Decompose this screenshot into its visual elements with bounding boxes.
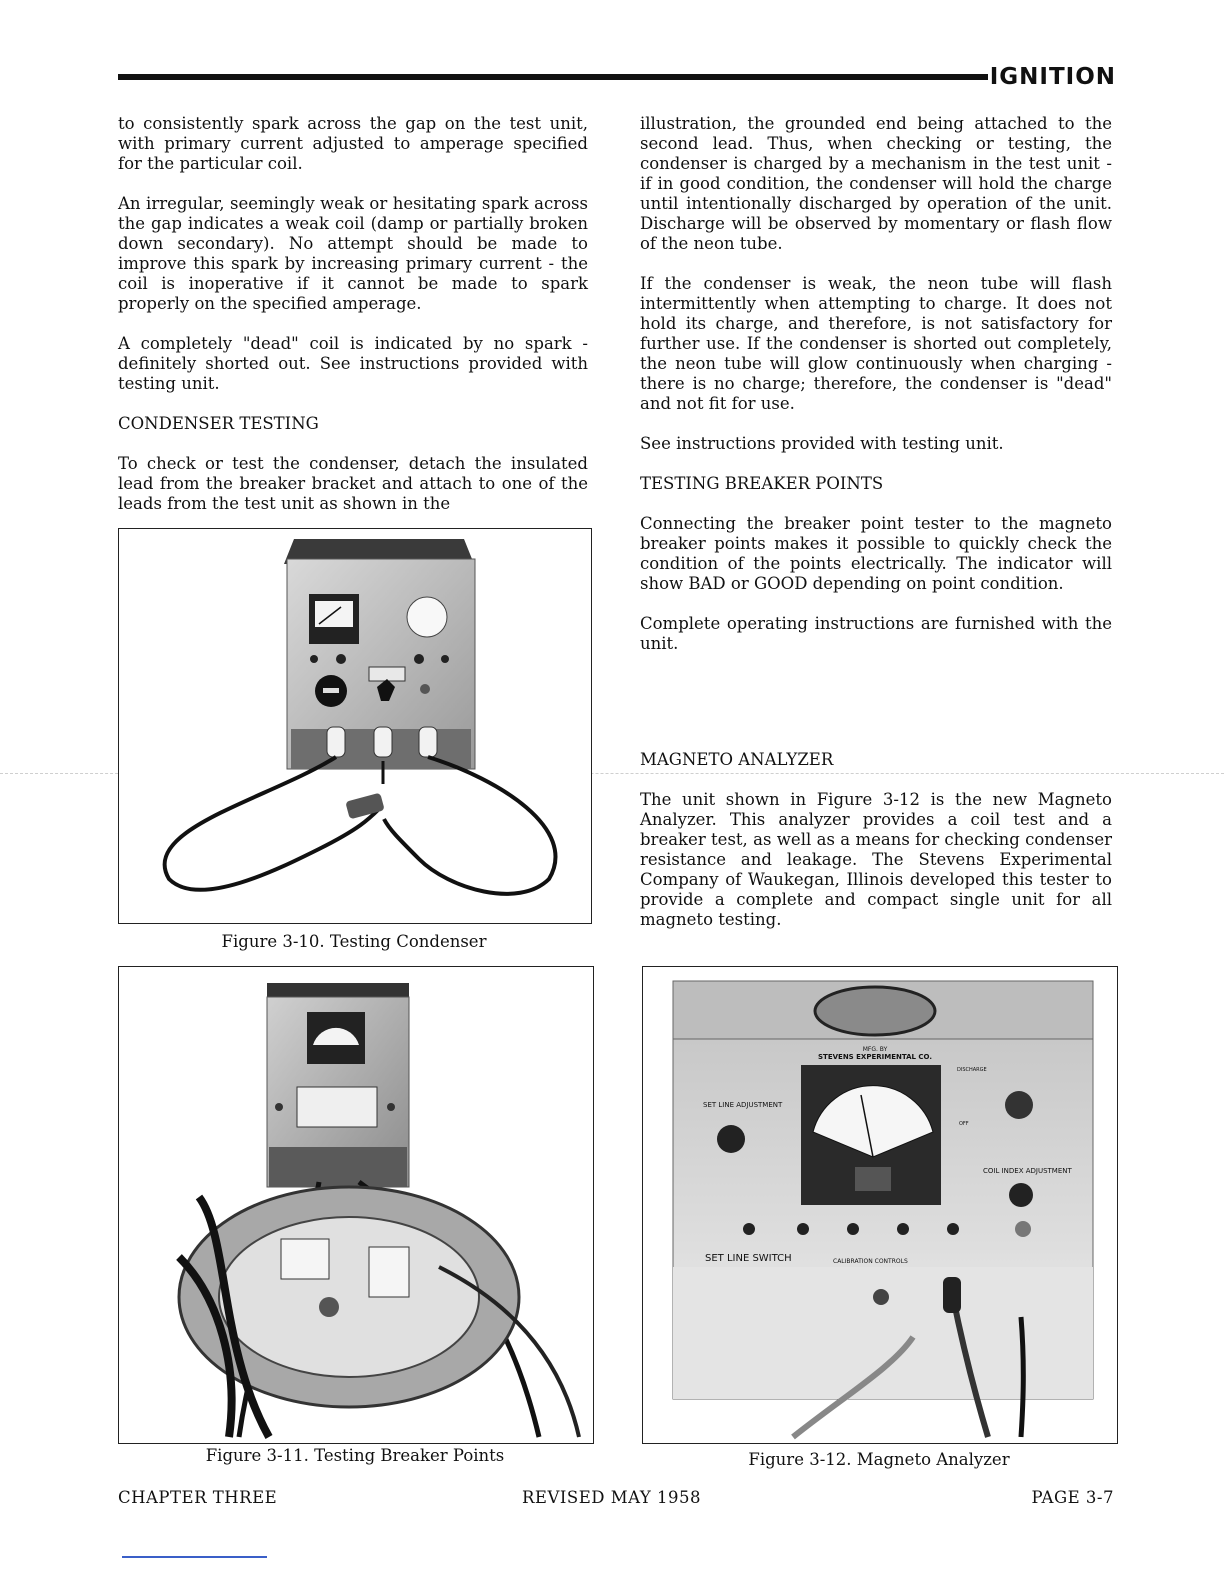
paragraph: illustration, the grounded end being attached to the second lead. Thus, when checking or testing, the condenser is charged by a mechanism in the test unit - if in good condition, the condenser will hold the charge until intentionally discharged by operation of the unit. Discharge will be observed by momentary or flash flow of the neon tube. — [640, 114, 1112, 253]
paragraph: If the condenser is weak, the neon tube will flash intermittently when attempting to charge. It does not hold its charge, and therefore, is not satisfactory for further use. If the condenser is shorted out completely, the neon tube will glow continuously when charging - there is no charge; therefore, the condenser is "dead" and not fit for use. — [640, 274, 1112, 413]
paragraph: See instructions provided with testing unit. — [640, 434, 1004, 453]
footer-page-number: PAGE 3-7 — [1031, 1488, 1114, 1507]
right-column-top — [640, 114, 1112, 674]
discharge-label: DISCHARGE — [957, 1067, 987, 1073]
set-line-adjustment-label: SET LINE ADJUSTMENT — [703, 1101, 783, 1109]
paragraph: A completely "dead" coil is indicated by no spark - definitely shorted out. See instructions provided with testing unit. — [118, 334, 588, 393]
figure-caption: Figure 3-12. Magneto Analyzer — [748, 1450, 1010, 1469]
header-rule — [118, 74, 988, 80]
section-title: IGNITION — [989, 64, 1116, 90]
paragraph: Connecting the breaker point tester to the magneto breaker points makes it possible to quickly check the condition of the points electrically. The indicator will show BAD or GOOD depending on point condition. — [640, 514, 1112, 593]
paragraph: to consistently spark across the gap on the test unit, with primary current adjusted to amperage specified for the particular coil. — [118, 114, 588, 173]
off-label: OFF — [959, 1121, 969, 1127]
paragraph: Complete operating instructions are furnished with the unit. — [640, 614, 1112, 653]
figure-testing-breaker-points — [118, 966, 594, 1444]
figure-caption: Figure 3-11. Testing Breaker Points — [205, 1446, 505, 1465]
paragraph: To check or test the condenser, detach the insulated lead from the breaker bracket and attach to one of the leads from the test unit as shown in the — [118, 454, 588, 513]
condenser-testing-heading: CONDENSER TESTING — [118, 414, 319, 433]
paragraph: The unit shown in Figure 3-12 is the new Magneto Analyzer. This analyzer provides a coil test and a breaker test, as well as a means for checking condenser resistance and leakage. The Stevens Experimental Company of Waukegan, Illinois developed this tester to provide a complete and compact single unit for all magneto testing. — [640, 790, 1112, 929]
magneto-analyzer-photo — [643, 967, 1117, 1443]
coil-index-adjustment-label: COIL INDEX ADJUSTMENT — [983, 1167, 1072, 1175]
left-column — [118, 114, 588, 534]
maker-label: MFG. BY — [862, 1046, 888, 1053]
set-line-switch-label: SET LINE SWITCH — [705, 1253, 792, 1264]
calibration-controls-label: CALIBRATION CONTROLS — [833, 1258, 908, 1265]
magneto-analyzer-heading: MAGNETO ANALYZER — [640, 750, 834, 769]
maker-name: STEVENS EXPERIMENTAL CO. — [818, 1053, 932, 1061]
footer-chapter: CHAPTER THREE — [118, 1488, 278, 1507]
scan-artifact-blue-line — [122, 1556, 267, 1558]
footer-revision: REVISED MAY 1958 — [522, 1488, 701, 1507]
figure-testing-condenser — [118, 528, 592, 924]
paragraph: An irregular, seemingly weak or hesitating spark across the gap indicates a weak coil (damp or partially broken down secondary). No attempt should be made to improve this spark by increasing primary current - the coil is inoperative if it cannot be made to spark properly on the specified amperage. — [118, 194, 588, 313]
figure-magneto-analyzer — [642, 966, 1118, 1444]
figure-caption: Figure 3-10. Testing Condenser — [221, 932, 487, 951]
condenser-tester-photo — [119, 529, 591, 923]
breaker-points-heading: TESTING BREAKER POINTS — [640, 474, 884, 493]
breaker-point-tester-photo — [119, 967, 593, 1443]
